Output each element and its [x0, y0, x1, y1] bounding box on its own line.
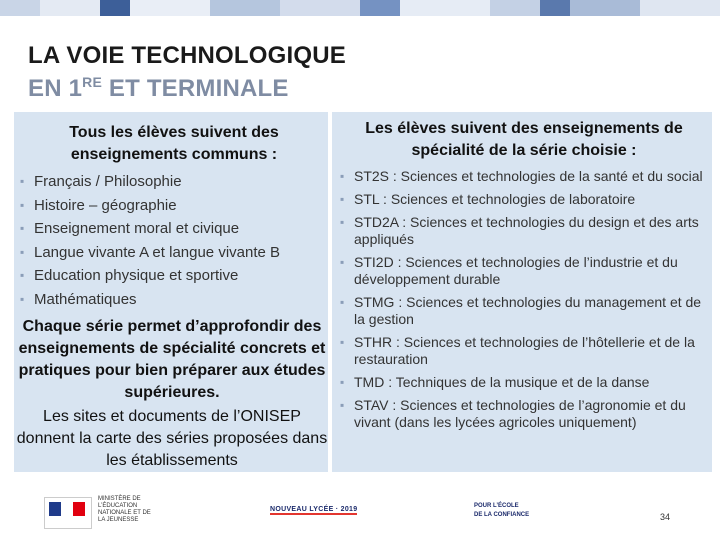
- specialty-series-list: [340, 168, 708, 437]
- page-number: 34: [660, 512, 671, 522]
- subtitle-prefix: EN 1: [28, 75, 83, 102]
- common-courses-list: [20, 170, 320, 311]
- list-item: ▪ TMD : Techniques de la musique et de la danse: [340, 374, 708, 391]
- onisep-note: Les sites et documents de l’ONISEP donnent la carte des séries proposées dans les établissements: [16, 408, 328, 469]
- flag-red-stripe: [73, 502, 85, 516]
- list-item: ▪ Enseignement moral et civique: [20, 217, 320, 241]
- flag-blue-stripe: [49, 502, 61, 516]
- list-item: ▪ Français / Philosophie: [20, 170, 320, 194]
- subtitle-suffix: ET TERMINALE: [102, 75, 289, 102]
- top-bar-segment: [360, 0, 400, 16]
- ministry-logo-text: MINISTÈRE DE L’ÉDUCATION NATIONALE ET DE LA JEUNESSE: [98, 496, 151, 523]
- flag-white-stripe: [61, 502, 73, 516]
- list-item: ▪ STHR : Sciences et technologies de l’hôtellerie et de la restauration: [340, 334, 708, 368]
- list-item: ▪ STL : Sciences et technologies de laboratoire: [340, 191, 708, 208]
- common-courses-heading: Tous les élèves suivent des enseignements communs :: [69, 124, 279, 163]
- list-item: ▪ STMG : Sciences et technologies du management et de la gestion: [340, 294, 708, 328]
- page-title: LA VOIE TECHNOLOGIQUE: [28, 42, 346, 69]
- page-subtitle: [28, 74, 289, 103]
- list-item: ▪ Histoire – géographie: [20, 194, 320, 218]
- list-item: ▪ STD2A : Sciences et technologies du design et des arts appliqués: [340, 214, 708, 248]
- top-bar-segment: [100, 0, 130, 16]
- list-item: ▪ STAV : Sciences et technologies de l’agronomie et du vivant (dans les lycées agricoles uniquement): [340, 397, 708, 431]
- top-bar-segment: [490, 0, 540, 16]
- list-item: ▪ Education physique et sportive: [20, 264, 320, 288]
- list-item: ▪ Langue vivante A et langue vivante B: [20, 241, 320, 265]
- top-bar-segment: [280, 0, 360, 16]
- top-bar-segment: [540, 0, 570, 16]
- nouveau-lycee-logo: NOUVEAU LYCÉE · 2019: [270, 506, 358, 513]
- top-bar-segment: [40, 0, 100, 16]
- ecole-confiance-logo: [474, 502, 529, 520]
- top-bar-segment: [130, 0, 210, 16]
- list-item: ▪ STI2D : Sciences et technologies de l’industrie et du développement durable: [340, 254, 708, 288]
- list-item: ▪ ST2S : Sciences et technologies de la santé et du social: [340, 168, 708, 185]
- top-decor-bar: [0, 0, 720, 16]
- confiance-line-2: DE LA CONFIANCE: [474, 512, 530, 518]
- top-bar-segment: [400, 0, 490, 16]
- series-description: [16, 316, 328, 472]
- confiance-line-1: POUR L’ÉCOLE: [474, 503, 519, 509]
- subtitle-superscript: RE: [82, 74, 103, 90]
- top-bar-segment: [0, 0, 40, 16]
- series-description-bold: Chaque série permet d’approfondir des enseignements de spécialité concrets et pratiques pour bien préparer aux études supérieures.: [18, 318, 326, 401]
- list-item: ▪ Mathématiques: [20, 288, 320, 312]
- french-republic-logo: [44, 497, 92, 529]
- top-bar-segment: [210, 0, 280, 16]
- top-bar-segment: [640, 0, 720, 16]
- specialty-courses-heading: Les élèves suivent des enseignements de spécialité de la série choisie :: [365, 120, 683, 159]
- top-bar-segment: [570, 0, 640, 16]
